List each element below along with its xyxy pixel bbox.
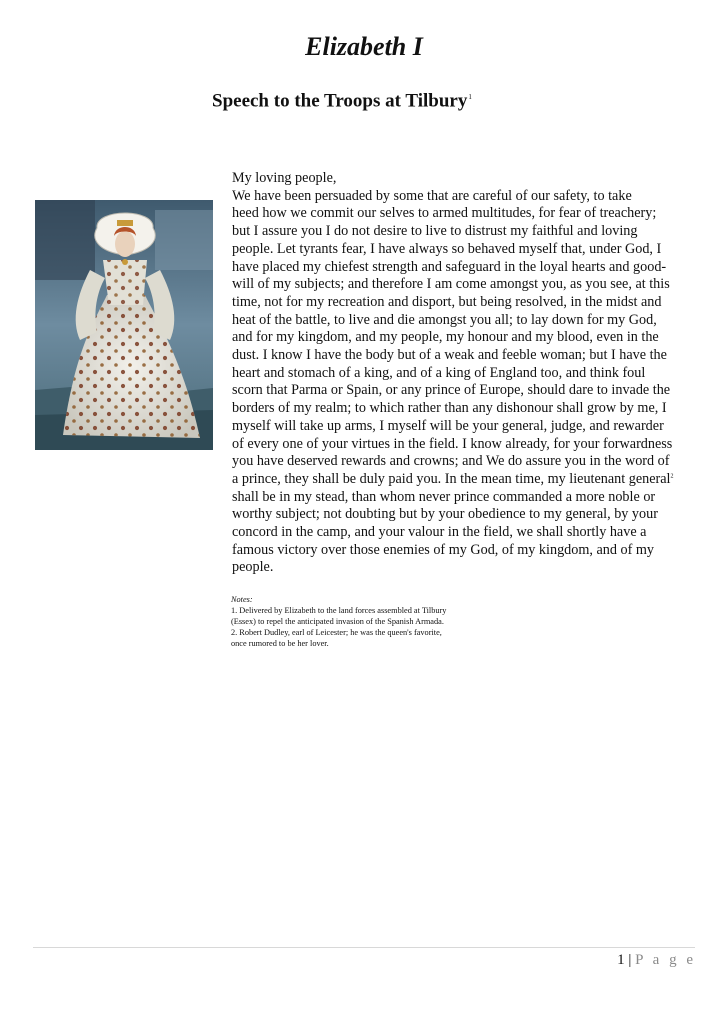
document-subtitle [212, 85, 472, 113]
portrait-image [35, 200, 213, 450]
speech-footnote-ref: 2 [670, 473, 674, 480]
page-number: 1 [617, 952, 625, 968]
subtitle-footnote-ref: 1 [468, 93, 472, 101]
document-title: Elizabeth I [305, 32, 423, 61]
page-footer [617, 952, 696, 969]
notes-text: 1. Delivered by Elizabeth to the land forces assembled at Tilbury (Essex) to repel the anticipated invasion of the Spanish Armada. 2. Robert Dudley, earl of Leicester; he was the queen's favorite, once rumored to be her lover. [231, 606, 447, 648]
speech-text-part2: shall be in my stead, than whom never prince commanded a more noble or worthy subject; not doubting but by your obedience to my general, by your concord in the camp, and your valour in the field, we shall shortly have a famous victory over those enemies of my God, of my kingdom, and of my people. [232, 488, 658, 576]
speech-salutation: My loving people, [232, 170, 337, 186]
speech-body [232, 170, 692, 577]
notes-label: Notes: [231, 595, 253, 604]
speech-text-part1: We have been persuaded by some that are careful of our safety, to take heed how we commit our selves to armed multitudes, for fear of treachery; but I assure you I do not desire to live to distrust my faithful and loving people. Let tyrants fear, I have always so behaved myself that, under God, I have placed my chiefest strength and safeguard in the loyal hearts and good- will of my subjects; and therefore I am come amongst you, as you see, at this time, not for my recreation and disport, but being resolved, in the midst and heat of the battle, to live and die amongst you all; to lay down for my God, and for my kingdom, and my people, my honour and my blood, even in the dust. I know I have the body but of a weak and feeble woman; but I have the heart and stomach of a king, and of a king of England too, and think foul scorn that Parma or Spain, or any prince of Europe, should dare to invade the borders of my realm; to which rather than any dishonour shall grow by me, I myself will take up arms, I myself will be your general, judge, and rewarder of every one of your virtues in the field. I know already, for your forwardness you have deserved rewards and crowns; and We do assure you in the word of a prince, they shall be duly paid you. In the mean time, my lieutenant general [232, 187, 673, 487]
footer-divider [33, 947, 695, 948]
subtitle-text: Speech to the Troops at Tilbury [212, 90, 468, 112]
notes-section [231, 594, 491, 649]
page-word: P a g e [635, 952, 696, 968]
page-separator: | [628, 952, 632, 968]
portrait-illustration [35, 200, 213, 450]
